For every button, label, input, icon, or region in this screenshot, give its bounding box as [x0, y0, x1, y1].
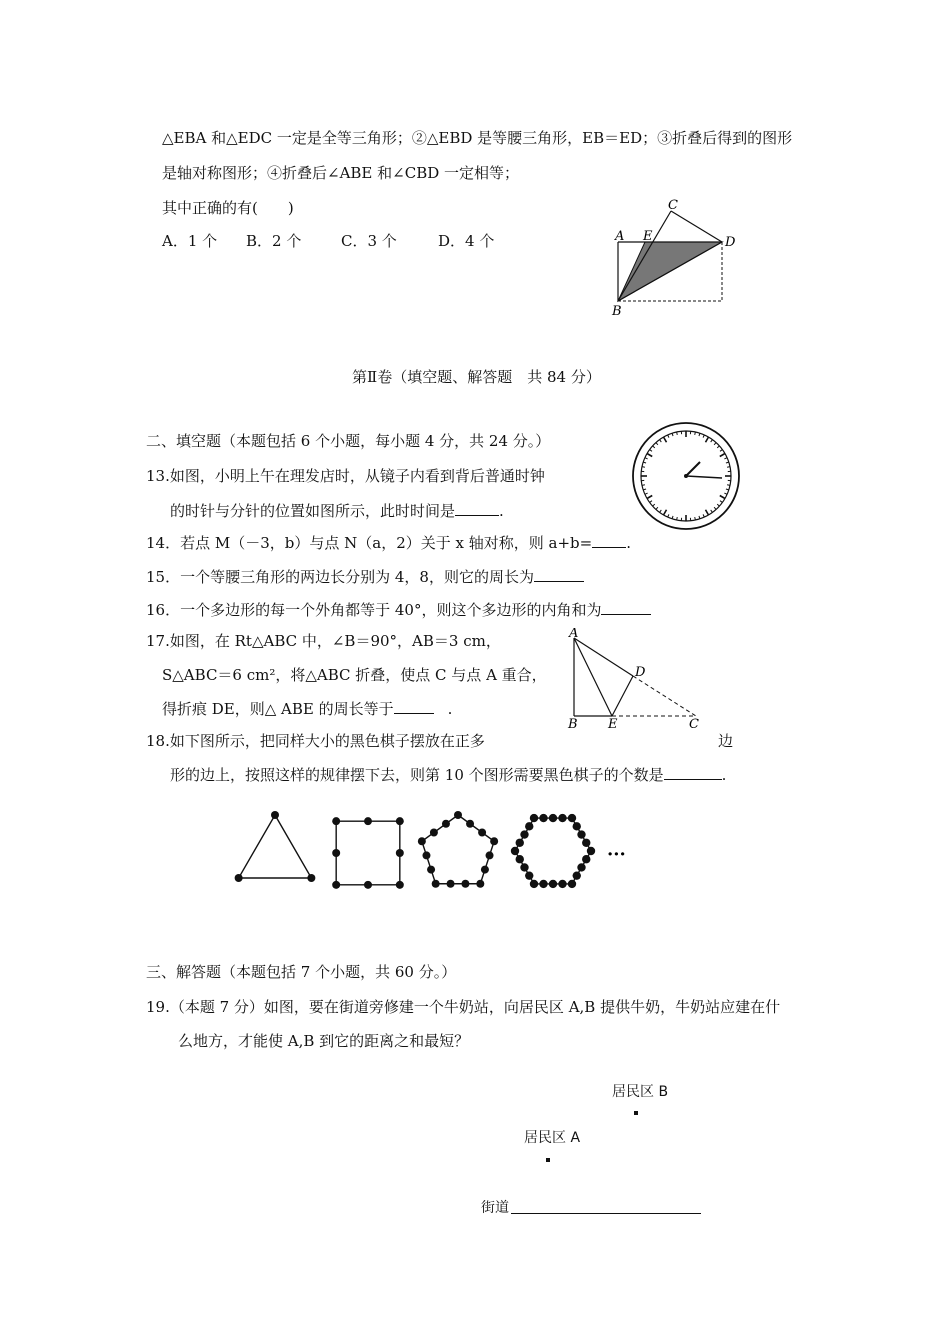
clock-tick [695, 432, 696, 435]
chess-piece [461, 880, 469, 888]
q19-line2: 么地方，才能使 A,B 到它的距离之和最短？ [178, 1032, 470, 1050]
chess-piece [549, 814, 557, 822]
label-e: E [643, 229, 653, 244]
chess-piece [332, 817, 340, 825]
chess-piece [481, 866, 489, 874]
clock-tick [677, 432, 678, 435]
chess-piece [587, 847, 595, 855]
clock-tick [650, 501, 652, 503]
clock-tick [664, 437, 667, 442]
clock-tick [711, 510, 713, 512]
residential-b-label: 居民区 B [612, 1084, 669, 1100]
clock-tick [720, 501, 722, 503]
chess-piece [525, 871, 533, 879]
q16-blank[interactable] [601, 599, 651, 615]
chess-piece [478, 829, 486, 837]
polygon-outline-3 [422, 815, 494, 884]
clock-tick [647, 454, 652, 457]
clock-tick [660, 440, 662, 442]
clock-tick [720, 450, 722, 452]
chess-piece [530, 814, 538, 822]
q18-blank[interactable] [664, 764, 722, 780]
clock-tick [699, 433, 700, 436]
clock-tick [717, 446, 719, 448]
section3-heading: 三、解答题（本题包括 7 个小题，共 60 分。） [146, 963, 457, 981]
q15-blank[interactable] [534, 566, 584, 582]
q15: 15．一个等腰三角形的两边长分别为 4，8，则它的周长为 [146, 566, 584, 587]
chess-piece [364, 881, 372, 889]
chess-piece [418, 837, 426, 845]
residential-a-label: 居民区 A [524, 1130, 581, 1146]
clock-tick [726, 462, 729, 463]
clock-tick [695, 517, 696, 520]
chess-piece [568, 814, 576, 822]
chess-piece [427, 866, 435, 874]
clock-tick [703, 514, 704, 517]
q17-line3: 得折痕 DE，则△ ABE 的周长等于 . [162, 700, 453, 718]
clock-tick [668, 435, 669, 438]
clock-tick [672, 516, 673, 519]
chess-piece [511, 847, 519, 855]
q19-line1: 19.（本题 7 分）如图，要在街道旁修建一个牛奶站，向居民区 A,B 提供牛奶，牛奶站应建在什 [146, 998, 781, 1016]
chess-piece [516, 839, 524, 847]
q14: 14．若点 M（－3，b）与点 N（a，2）关于 x 轴对称，则 a+b= . [146, 534, 631, 552]
chess-piece [520, 863, 528, 871]
q18-line2: 形的边上，按照这样的规律摆下去，则第 10 个图形需要黑色棋子的个数是 . [170, 766, 727, 784]
chess-piece [558, 880, 566, 888]
q13-line1: 13.如图，小明上午在理发店时，从镜子内看到背后普通时钟 [146, 467, 545, 485]
clock-tick [711, 440, 713, 442]
hour-hand [686, 462, 700, 476]
chess-piece [573, 822, 581, 830]
chess-piece [332, 849, 340, 857]
q18-line1-end: 边 [718, 732, 734, 750]
clock-tick [714, 443, 716, 445]
chess-piece [271, 811, 279, 819]
q12-option-c: C．3 个 [341, 232, 397, 250]
chess-piece [516, 855, 524, 863]
q18-line1: 18.如下图所示，把同样大小的黑色棋子摆放在正多 [146, 732, 485, 750]
chess-piece [539, 880, 547, 888]
label-e: E [608, 717, 618, 732]
chess-piece [558, 814, 566, 822]
label-b: B [612, 304, 622, 319]
clock-tick [653, 446, 655, 448]
q12-option-a: A．1 个 [162, 232, 218, 250]
q12-option-d: D．4 个 [438, 232, 495, 250]
part2-title: 第Ⅱ卷（填空题、解答题 共 84 分） [352, 368, 601, 386]
clock-tick [727, 467, 730, 468]
chess-piece [539, 814, 547, 822]
clock-tick [703, 435, 704, 438]
chess-piece [490, 837, 498, 845]
chess-piece [422, 851, 430, 859]
chess-piece [577, 830, 585, 838]
street-line [511, 1213, 701, 1214]
clock-tick [727, 485, 730, 486]
chess-piece [525, 822, 533, 830]
q12-line2: 是轴对称图形；④折叠后∠ABE 和∠CBD 一定相等； [162, 164, 520, 182]
chess-piece [454, 811, 462, 819]
clock-figure [630, 420, 742, 532]
clock-tick [643, 489, 646, 490]
chess-piece [573, 871, 581, 879]
clock-tick [647, 496, 652, 499]
clock-tick [714, 507, 716, 509]
clock-tick [720, 454, 725, 457]
minute-hand [686, 476, 722, 478]
chess-piece [520, 830, 528, 838]
chess-piece [364, 817, 372, 825]
label-b: B [568, 717, 578, 732]
clock-tick [645, 493, 648, 494]
chess-piece [430, 829, 438, 837]
clock-tick [699, 516, 700, 519]
chess-piece [396, 849, 404, 857]
clock-tick [660, 510, 662, 512]
q14-blank[interactable] [592, 532, 626, 548]
label-c: C [668, 198, 678, 213]
clock-tick [645, 458, 648, 459]
section2-heading: 二、填空题（本题包括 6 个小题，每小题 4 分，共 24 分。） [146, 432, 551, 450]
clock-tick [656, 507, 658, 509]
q13-blank[interactable] [455, 500, 499, 516]
chess-piece [582, 855, 590, 863]
chess-piece [332, 881, 340, 889]
q17-blank[interactable] [394, 698, 434, 714]
clock-tick [724, 458, 727, 459]
label-a: A [569, 628, 579, 641]
clock-tick [717, 504, 719, 506]
chess-piece [486, 851, 494, 859]
point-b-marker [634, 1111, 638, 1115]
q12-option-b: B．2 个 [246, 232, 302, 250]
clock-tick [677, 517, 678, 520]
point-a-marker [546, 1158, 550, 1162]
q12-fold-figure [605, 195, 740, 320]
clock-tick [672, 433, 673, 436]
q17-line1: 17.如图，在 Rt△ABC 中，∠B＝90°，AB＝3 cm， [146, 632, 501, 650]
q12-line1: △EBA 和△EDC 一定是全等三角形；②△EBD 是等腰三角形，EB＝ED；③折叠后得到的图形 [162, 129, 793, 147]
polygon-outline-2 [336, 821, 400, 885]
q17-triangle-figure [563, 628, 708, 733]
q13-line2: 的时针与分针的位置如图所示，此时时间是 . [170, 502, 504, 520]
chess-piece [235, 874, 243, 882]
chess-piece [568, 880, 576, 888]
clock-tick [706, 437, 709, 442]
clock-tick [650, 450, 652, 452]
ellipsis: ··· [607, 844, 626, 865]
chess-piece [582, 839, 590, 847]
q18-polygon-pattern [225, 805, 645, 900]
clock-tick [668, 514, 669, 517]
clock-tick [656, 443, 658, 445]
label-c: C [689, 717, 699, 732]
clock-tick [706, 510, 709, 515]
clock-tick [642, 467, 645, 468]
chess-piece [549, 880, 557, 888]
street-label: 街道 [481, 1200, 509, 1216]
chess-piece [396, 817, 404, 825]
chess-piece [476, 880, 484, 888]
chess-piece [530, 880, 538, 888]
clock-tick [664, 510, 667, 515]
polygon-outline-1 [239, 815, 312, 878]
clock-tick [724, 493, 727, 494]
chess-piece [466, 820, 474, 828]
clock-tick [720, 496, 725, 499]
chess-piece [447, 880, 455, 888]
chess-piece [396, 881, 404, 889]
chess-piece [442, 820, 450, 828]
q16: 16．一个多边形的每一个外角都等于 40°，则这个多边形的内角和为 [146, 599, 651, 620]
q17-line2: S△ABC＝6 cm²，将△ABC 折叠，使点 C 与点 A 重合， [162, 666, 547, 684]
clock-tick [643, 462, 646, 463]
label-a: A [615, 229, 625, 244]
label-d: D [725, 235, 736, 250]
clock-tick [726, 489, 729, 490]
chess-piece [307, 874, 315, 882]
chess-piece [432, 880, 440, 888]
clock-tick [642, 485, 645, 486]
label-d: D [635, 665, 646, 680]
clock-tick [653, 504, 655, 506]
q12-line3: 其中正确的有( ) [162, 199, 294, 217]
chess-piece [577, 863, 585, 871]
